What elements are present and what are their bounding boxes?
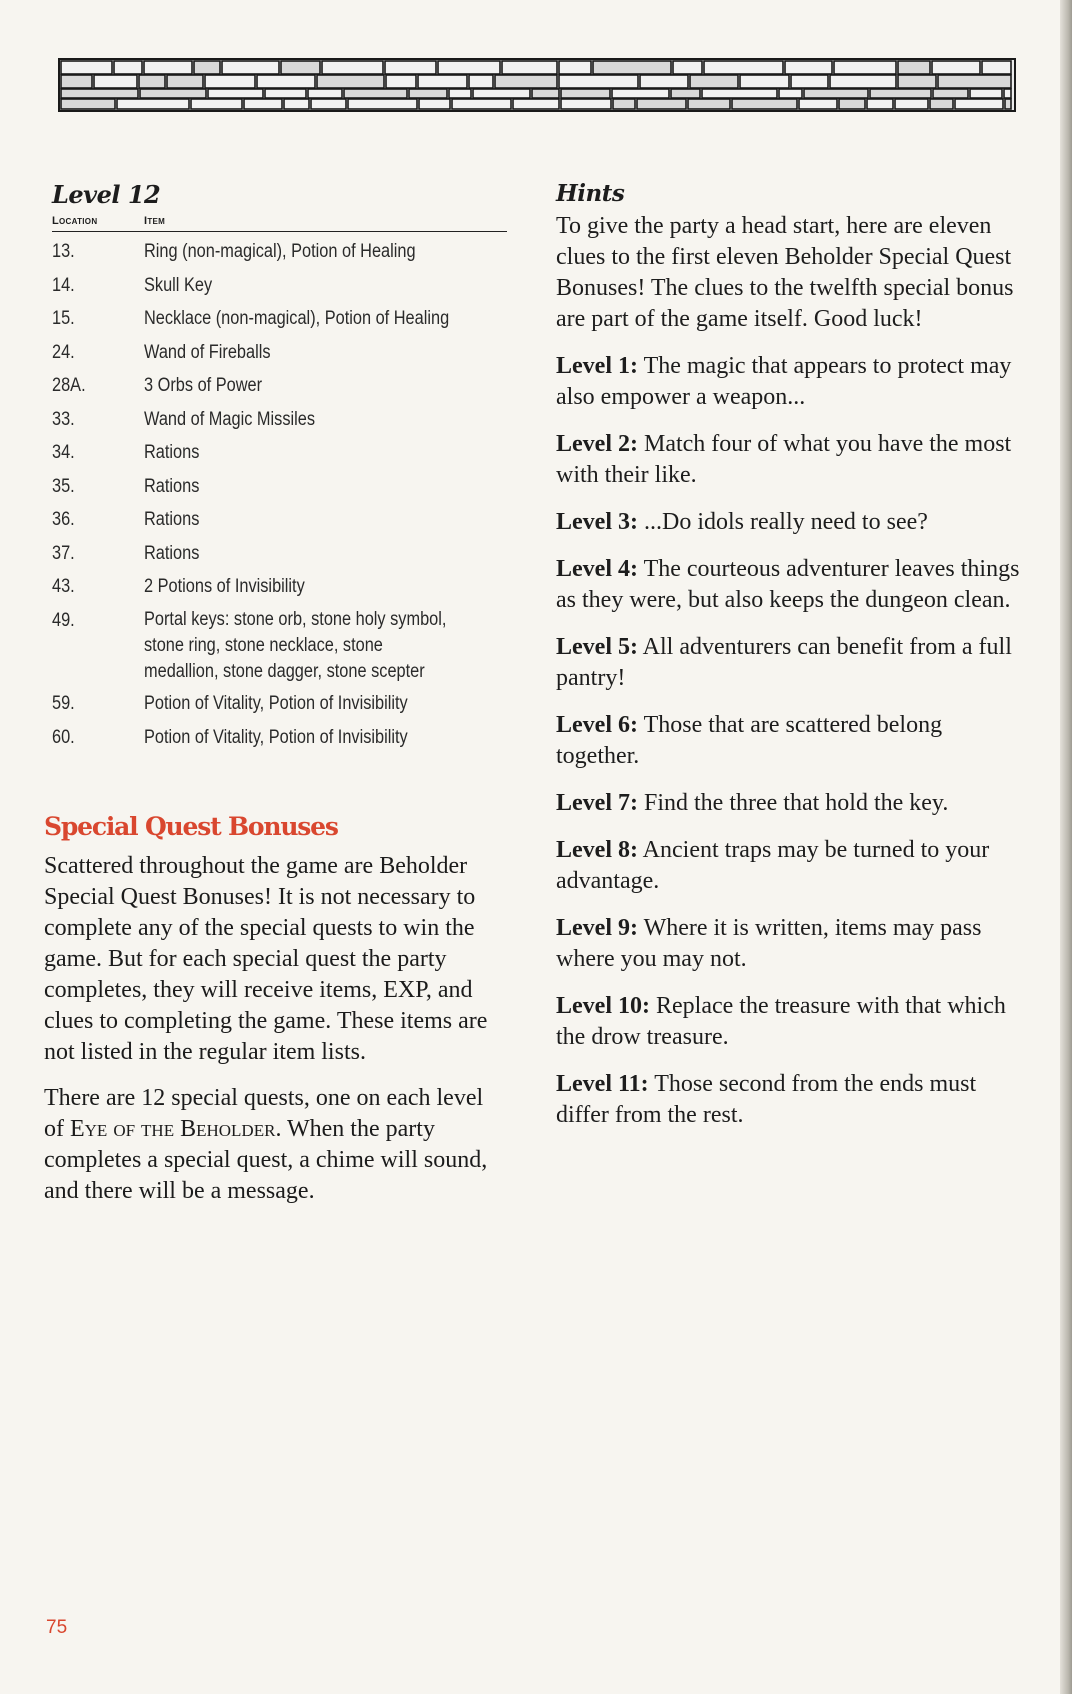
location-column-header: Location <box>52 215 98 227</box>
hint-item <box>556 913 1022 975</box>
hint-text: Those that are scattered belong together. <box>556 712 943 769</box>
table-row <box>52 439 506 467</box>
page-number: 75 <box>46 1617 68 1638</box>
table-row <box>52 724 506 752</box>
table-row <box>52 238 506 266</box>
row-location: 60. <box>52 726 75 748</box>
hint-text: The courteous adventurer leaves things as they were, but also keeps the dungeon clean. <box>556 556 1020 613</box>
row-item: 3 Orbs of Power <box>144 375 263 396</box>
row-item: Potion of Vitality, Potion of Invisibility <box>144 693 408 714</box>
row-location: 28A. <box>52 375 86 396</box>
table-row <box>52 272 506 300</box>
table-row <box>52 607 506 685</box>
hint-level-label: Level 9: <box>556 915 638 941</box>
hint-text: Replace the treasure with that which the drow treasure. <box>556 993 1006 1050</box>
table-row <box>52 372 506 400</box>
hint-level-label: Level 5: <box>556 634 638 660</box>
hint-item <box>556 632 1022 694</box>
hint-text: All adventurers can benefit from a full pantry! <box>556 634 1012 691</box>
hint-level-label: Level 3: <box>556 509 638 535</box>
table-row <box>52 506 506 534</box>
para2-start: There are 12 special quests, one on each level of <box>44 1084 484 1142</box>
row-location: 13. <box>52 241 75 262</box>
special-quest-paragraph-2 <box>44 1083 506 1207</box>
hint-text: Ancient traps may be turned to your advantage. <box>556 837 990 894</box>
item-table-body <box>52 238 506 752</box>
hint-level-label: Level 4: <box>556 556 638 582</box>
row-item: Skull Key <box>144 274 213 296</box>
hint-text: Those second from the ends must differ from the rest. <box>556 1071 977 1128</box>
row-location: 49. <box>52 609 75 631</box>
hint-level-label: Level 6: <box>556 712 638 738</box>
table-row <box>52 473 506 501</box>
hint-level-label: Level 11: <box>556 1071 649 1097</box>
row-location: 43. <box>52 576 75 597</box>
hints-heading: Hints <box>556 180 625 207</box>
row-location: 35. <box>52 475 75 497</box>
hint-level-label: Level 7: <box>556 790 638 816</box>
row-location: 37. <box>52 542 75 564</box>
row-location: 34. <box>52 442 75 463</box>
hints-list <box>556 351 1022 1131</box>
hint-text: Where it is written, items may pass where you may not. <box>556 915 982 972</box>
row-item: Rations <box>144 442 200 463</box>
table-header <box>52 215 507 232</box>
right-column <box>556 180 1022 1147</box>
item-column-header: Item <box>144 215 166 227</box>
hint-level-label: Level 10: <box>556 993 650 1019</box>
hint-text: Match four of what you have the most with their like. <box>556 431 1012 488</box>
row-item: Necklace (non-magical), Potion of Healing <box>144 308 450 329</box>
hint-item <box>556 710 1022 772</box>
row-item: 2 Potions of Invisibility <box>144 576 305 597</box>
table-row <box>52 540 506 568</box>
row-location: 24. <box>52 341 75 363</box>
table-row <box>52 690 506 718</box>
para2-end: . When the party completes a special quest, a chime will sound, and there will be a message. <box>44 1115 488 1204</box>
hint-item <box>556 429 1022 491</box>
row-item: Ring (non-magical), Potion of Healing <box>144 241 416 262</box>
row-item: Portal keys: stone orb, stone holy symbol, stone ring, stone necklace, stone medallion, stone dagger, stone scepter <box>144 608 447 682</box>
special-quest-paragraph-1: Scattered throughout the game are Beholder Special Quest Bonuses! It is not necessary to complete any of the special quests to win the game. But for each special quest the party completes, they will receive items, EXP, and clues to completing the game. These items are not listed in the regular item lists. <box>44 852 488 1065</box>
table-row <box>52 305 506 333</box>
row-location: 33. <box>52 408 75 430</box>
hint-text: ...Do idols really need to see? <box>643 509 928 535</box>
table-row <box>52 339 506 367</box>
left-column <box>44 180 506 1222</box>
hint-item <box>556 788 1022 819</box>
stone-wall-graphic <box>58 58 1016 112</box>
row-item: Wand of Magic Missiles <box>144 408 316 430</box>
game-title: Eye of the Beholder <box>70 1115 276 1142</box>
table-row <box>52 406 506 434</box>
hint-level-label: Level 1: <box>556 353 638 379</box>
hint-item <box>556 1069 1022 1131</box>
row-location: 15. <box>52 308 75 329</box>
row-location: 36. <box>52 509 75 530</box>
level-table-title: Level 12 <box>52 180 161 209</box>
hint-level-label: Level 8: <box>556 837 638 863</box>
hints-intro: To give the party a head start, here are eleven clues to the first eleven Beholder Special Quest Bonuses! The clues to the twelfth special bonus are part of the game itself. Good luck! <box>556 213 1014 332</box>
page-edge-shadow <box>1060 0 1072 1694</box>
hint-item <box>556 835 1022 897</box>
row-item: Wand of Fireballs <box>144 341 271 363</box>
row-item: Potion of Vitality, Potion of Invisibility <box>144 726 408 748</box>
hint-item <box>556 351 1022 413</box>
row-item: Rations <box>144 509 200 530</box>
stone-wall-banner <box>58 58 1016 112</box>
table-row <box>52 573 506 601</box>
hint-level-label: Level 2: <box>556 431 638 457</box>
hint-item <box>556 507 1022 538</box>
hint-item <box>556 991 1022 1053</box>
hint-item <box>556 554 1022 616</box>
row-location: 59. <box>52 693 75 714</box>
row-location: 14. <box>52 274 75 296</box>
hint-text: The magic that appears to protect may also empower a weapon... <box>556 353 1012 410</box>
special-quest-heading: Special Quest Bonuses <box>44 811 338 841</box>
hint-text: Find the three that hold the key. <box>643 790 949 816</box>
row-item: Rations <box>144 475 200 497</box>
row-item: Rations <box>144 542 200 564</box>
